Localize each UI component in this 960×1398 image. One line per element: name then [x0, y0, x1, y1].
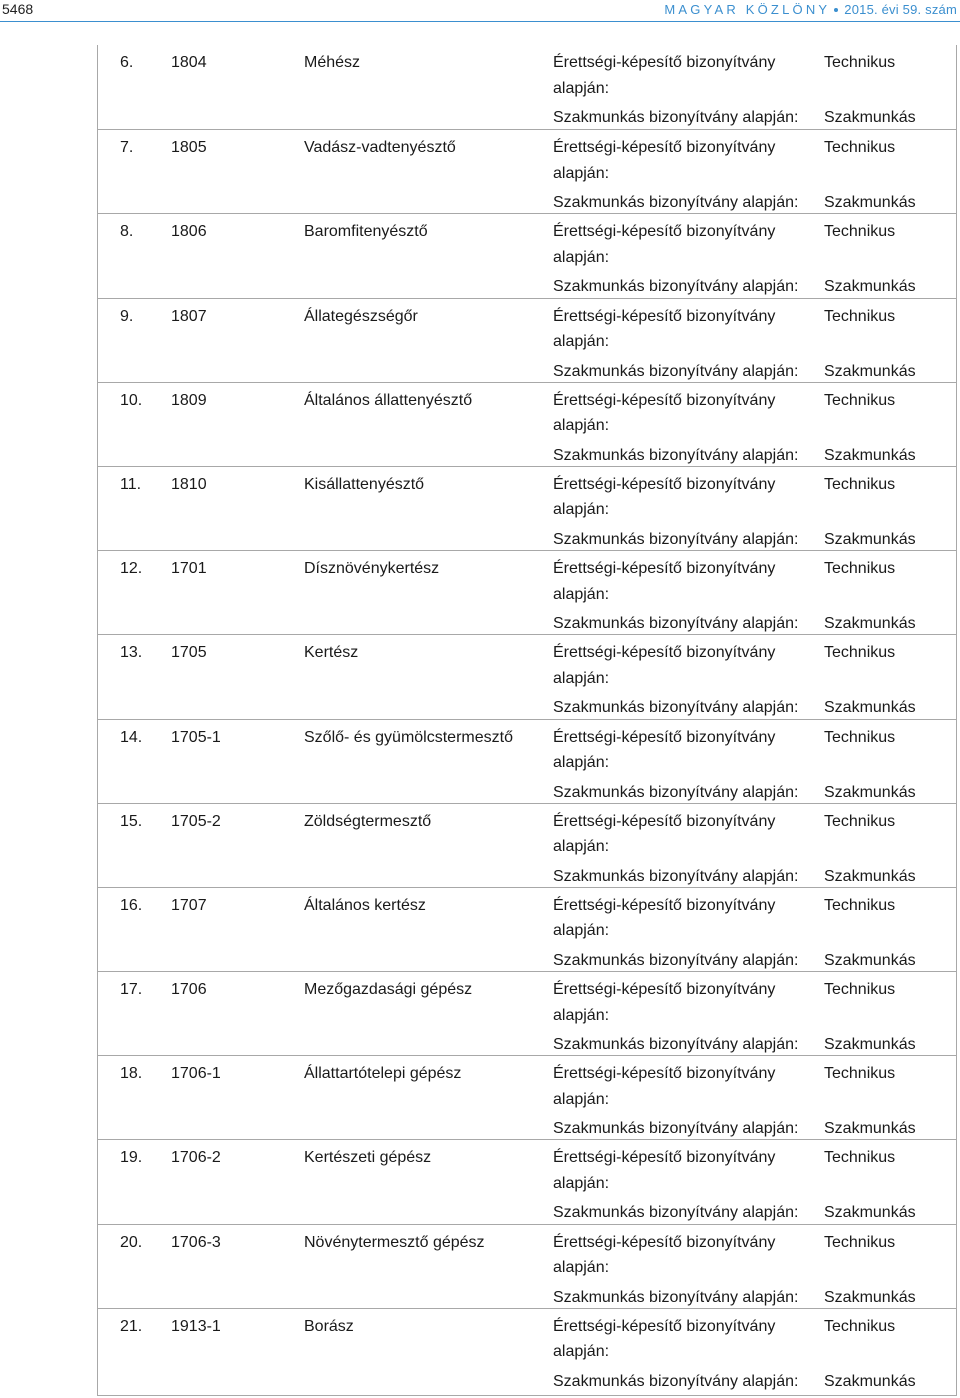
skilled-worker-level: Szakmunkás — [824, 951, 916, 969]
table-row — [98, 971, 956, 1055]
issue-label: 2015. évi 59. szám — [844, 2, 957, 17]
skilled-worker-certificate-basis: Szakmunkás bizonyítvány alapján: — [553, 530, 799, 548]
qualification-code: 1807 — [171, 307, 207, 325]
skilled-worker-certificate-basis: Szakmunkás bizonyítvány alapján: — [553, 1372, 799, 1390]
table-row — [98, 1308, 956, 1392]
table-row — [98, 466, 956, 550]
qualification-code: 1809 — [171, 391, 207, 409]
technician-level: Technikus — [824, 560, 896, 578]
table-row — [98, 1055, 956, 1139]
skilled-worker-level: Szakmunkás — [824, 194, 916, 212]
qualification-code: 1706 — [171, 981, 207, 999]
skilled-worker-certificate-basis: Szakmunkás bizonyítvány alapján: — [553, 1204, 799, 1222]
technician-level: Technikus — [824, 391, 896, 409]
skilled-worker-certificate-basis: Szakmunkás bizonyítvány alapján: — [553, 615, 799, 633]
skilled-worker-level: Szakmunkás — [824, 699, 916, 717]
skilled-worker-certificate-basis: Szakmunkás bizonyítvány alapján: — [553, 699, 799, 717]
row-number: 8. — [120, 223, 134, 241]
qualification-code: 1806 — [171, 223, 207, 241]
secondary-certificate-basis: Érettségi-képesítő bizonyítvány alapján: — [553, 812, 776, 856]
technician-level: Technikus — [824, 644, 896, 662]
secondary-certificate-basis: Érettségi-képesítő bizonyítvány alapján: — [553, 1317, 776, 1361]
row-number: 9. — [120, 307, 134, 325]
technician-level: Technikus — [824, 812, 896, 830]
qualification-name: Általános kertész — [304, 896, 426, 914]
skilled-worker-level: Szakmunkás — [824, 446, 916, 464]
secondary-certificate-basis: Érettségi-képesítő bizonyítvány alapján: — [553, 54, 776, 97]
row-number: 12. — [120, 560, 143, 578]
row-number: 6. — [120, 54, 134, 71]
technician-level: Technikus — [824, 1149, 896, 1167]
skilled-worker-level: Szakmunkás — [824, 783, 916, 801]
qualification-name: Kisállattenyésztő — [304, 475, 425, 493]
skilled-worker-certificate-basis: Szakmunkás bizonyítvány alapján: — [553, 362, 799, 380]
table-row — [98, 803, 956, 887]
table-row — [98, 298, 956, 382]
qualification-name: Borász — [304, 1317, 354, 1335]
secondary-certificate-basis: Érettségi-képesítő bizonyítvány alapján: — [553, 981, 776, 1024]
skilled-worker-certificate-basis: Szakmunkás bizonyítvány alapján: — [553, 109, 799, 126]
qualification-code: 1705-2 — [171, 812, 221, 830]
page-number: 5468 — [2, 1, 34, 17]
skilled-worker-level: Szakmunkás — [824, 1120, 916, 1138]
secondary-certificate-basis: Érettségi-képesítő bizonyítvány alapján: — [553, 896, 776, 940]
row-number: 20. — [120, 1233, 143, 1251]
row-number: 15. — [120, 812, 143, 830]
table-row — [98, 719, 956, 803]
technician-level: Technikus — [824, 139, 896, 157]
row-number: 7. — [120, 139, 134, 157]
row-number: 10. — [120, 391, 143, 409]
qualification-code: 1810 — [171, 475, 207, 493]
secondary-certificate-basis: Érettségi-képesítő bizonyítvány alapján: — [553, 307, 776, 351]
secondary-certificate-basis: Érettségi-képesítő bizonyítvány alapján: — [553, 1149, 776, 1192]
skilled-worker-certificate-basis: Szakmunkás bizonyítvány alapján: — [553, 783, 799, 801]
qualification-code: 1707 — [171, 896, 207, 914]
skilled-worker-level: Szakmunkás — [824, 362, 916, 380]
skilled-worker-level: Szakmunkás — [824, 1372, 916, 1390]
qualification-code: 1805 — [171, 139, 207, 157]
journal-title: MAGYAR KÖZLÖNY — [664, 2, 831, 17]
table-row — [98, 45, 956, 129]
qualification-name: Zöldségtermesztő — [304, 812, 432, 830]
page-header — [0, 0, 960, 22]
skilled-worker-certificate-basis: Szakmunkás bizonyítvány alapján: — [553, 951, 799, 969]
table-row — [98, 887, 956, 971]
technician-level: Technikus — [824, 728, 896, 746]
qualification-name: Általános állattenyésztő — [304, 391, 473, 409]
skilled-worker-level: Szakmunkás — [824, 530, 916, 548]
qualification-name: Mezőgazdasági gépész — [304, 981, 473, 999]
row-number: 19. — [120, 1149, 143, 1167]
technician-level: Technikus — [824, 1065, 896, 1083]
table-row — [98, 550, 956, 634]
skilled-worker-level: Szakmunkás — [824, 867, 916, 885]
running-header — [664, 2, 957, 17]
table-row — [98, 1224, 956, 1308]
qualification-name: Állategészségőr — [304, 307, 418, 325]
qualification-name: Szőlő- és gyümölcstermesztő — [304, 728, 513, 746]
table-row — [98, 1139, 956, 1223]
table-row — [98, 382, 956, 466]
technician-level: Technikus — [824, 896, 896, 914]
secondary-certificate-basis: Érettségi-képesítő bizonyítvány alapján: — [553, 560, 776, 603]
qualification-code: 1705-1 — [171, 728, 221, 746]
technician-level: Technikus — [824, 1317, 896, 1335]
qualification-code: 1706-3 — [171, 1233, 221, 1251]
row-number: 18. — [120, 1065, 143, 1083]
secondary-certificate-basis: Érettségi-képesítő bizonyítvány alapján: — [553, 1233, 776, 1277]
skilled-worker-certificate-basis: Szakmunkás bizonyítvány alapján: — [553, 867, 799, 885]
qualification-code: 1804 — [171, 54, 207, 71]
qualification-name: Méhész — [304, 54, 361, 71]
table-row — [98, 634, 956, 718]
skilled-worker-level: Szakmunkás — [824, 1204, 916, 1222]
skilled-worker-certificate-basis: Szakmunkás bizonyítvány alapján: — [553, 194, 799, 212]
qualification-code: 1705 — [171, 644, 207, 662]
qualification-table — [97, 45, 957, 1396]
skilled-worker-level: Szakmunkás — [824, 1288, 916, 1306]
secondary-certificate-basis: Érettségi-képesítő bizonyítvány alapján: — [553, 728, 776, 771]
row-number: 16. — [120, 896, 143, 914]
header-rule — [0, 21, 960, 22]
qualification-name: Dísznövénykertész — [304, 560, 440, 578]
secondary-certificate-basis: Érettségi-képesítő bizonyítvány alapján: — [553, 1065, 776, 1108]
qualification-name: Kertészeti gépész — [304, 1149, 432, 1167]
technician-level: Technikus — [824, 54, 896, 71]
secondary-certificate-basis: Érettségi-képesítő bizonyítvány alapján: — [553, 475, 776, 519]
skilled-worker-level: Szakmunkás — [824, 615, 916, 633]
qualification-code: 1706-2 — [171, 1149, 221, 1167]
row-number: 13. — [120, 644, 143, 662]
qualification-name: Vadász-vadtenyésztő — [304, 139, 456, 157]
secondary-certificate-basis: Érettségi-képesítő bizonyítvány alapján: — [553, 139, 776, 182]
skilled-worker-level: Szakmunkás — [824, 109, 916, 126]
qualification-code: 1706-1 — [171, 1065, 221, 1083]
qualification-name: Növénytermesztő gépész — [304, 1233, 485, 1251]
technician-level: Technikus — [824, 475, 896, 493]
technician-level: Technikus — [824, 307, 896, 325]
bullet-separator — [834, 8, 838, 12]
skilled-worker-certificate-basis: Szakmunkás bizonyítvány alapján: — [553, 446, 799, 464]
skilled-worker-certificate-basis: Szakmunkás bizonyítvány alapján: — [553, 1288, 799, 1306]
row-number: 14. — [120, 728, 143, 746]
skilled-worker-certificate-basis: Szakmunkás bizonyítvány alapján: — [553, 278, 799, 296]
qualification-code: 1701 — [171, 560, 207, 578]
qualification-code: 1913-1 — [171, 1317, 221, 1335]
technician-level: Technikus — [824, 981, 896, 999]
table-row — [98, 213, 956, 297]
secondary-certificate-basis: Érettségi-képesítő bizonyítvány alapján: — [553, 644, 776, 687]
skilled-worker-level: Szakmunkás — [824, 278, 916, 296]
skilled-worker-certificate-basis: Szakmunkás bizonyítvány alapján: — [553, 1120, 799, 1138]
technician-level: Technikus — [824, 223, 896, 241]
skilled-worker-certificate-basis: Szakmunkás bizonyítvány alapján: — [553, 1036, 799, 1054]
row-number: 21. — [120, 1317, 143, 1335]
table-row — [98, 129, 956, 213]
skilled-worker-level: Szakmunkás — [824, 1036, 916, 1054]
secondary-certificate-basis: Érettségi-képesítő bizonyítvány alapján: — [553, 391, 776, 435]
row-number: 17. — [120, 981, 143, 999]
qualification-name: Baromfitenyésztő — [304, 223, 428, 241]
qualification-name: Kertész — [304, 644, 359, 662]
technician-level: Technikus — [824, 1233, 896, 1251]
row-number: 11. — [120, 475, 142, 493]
qualification-name: Állattartótelepi gépész — [304, 1065, 462, 1083]
secondary-certificate-basis: Érettségi-képesítő bizonyítvány alapján: — [553, 223, 776, 266]
